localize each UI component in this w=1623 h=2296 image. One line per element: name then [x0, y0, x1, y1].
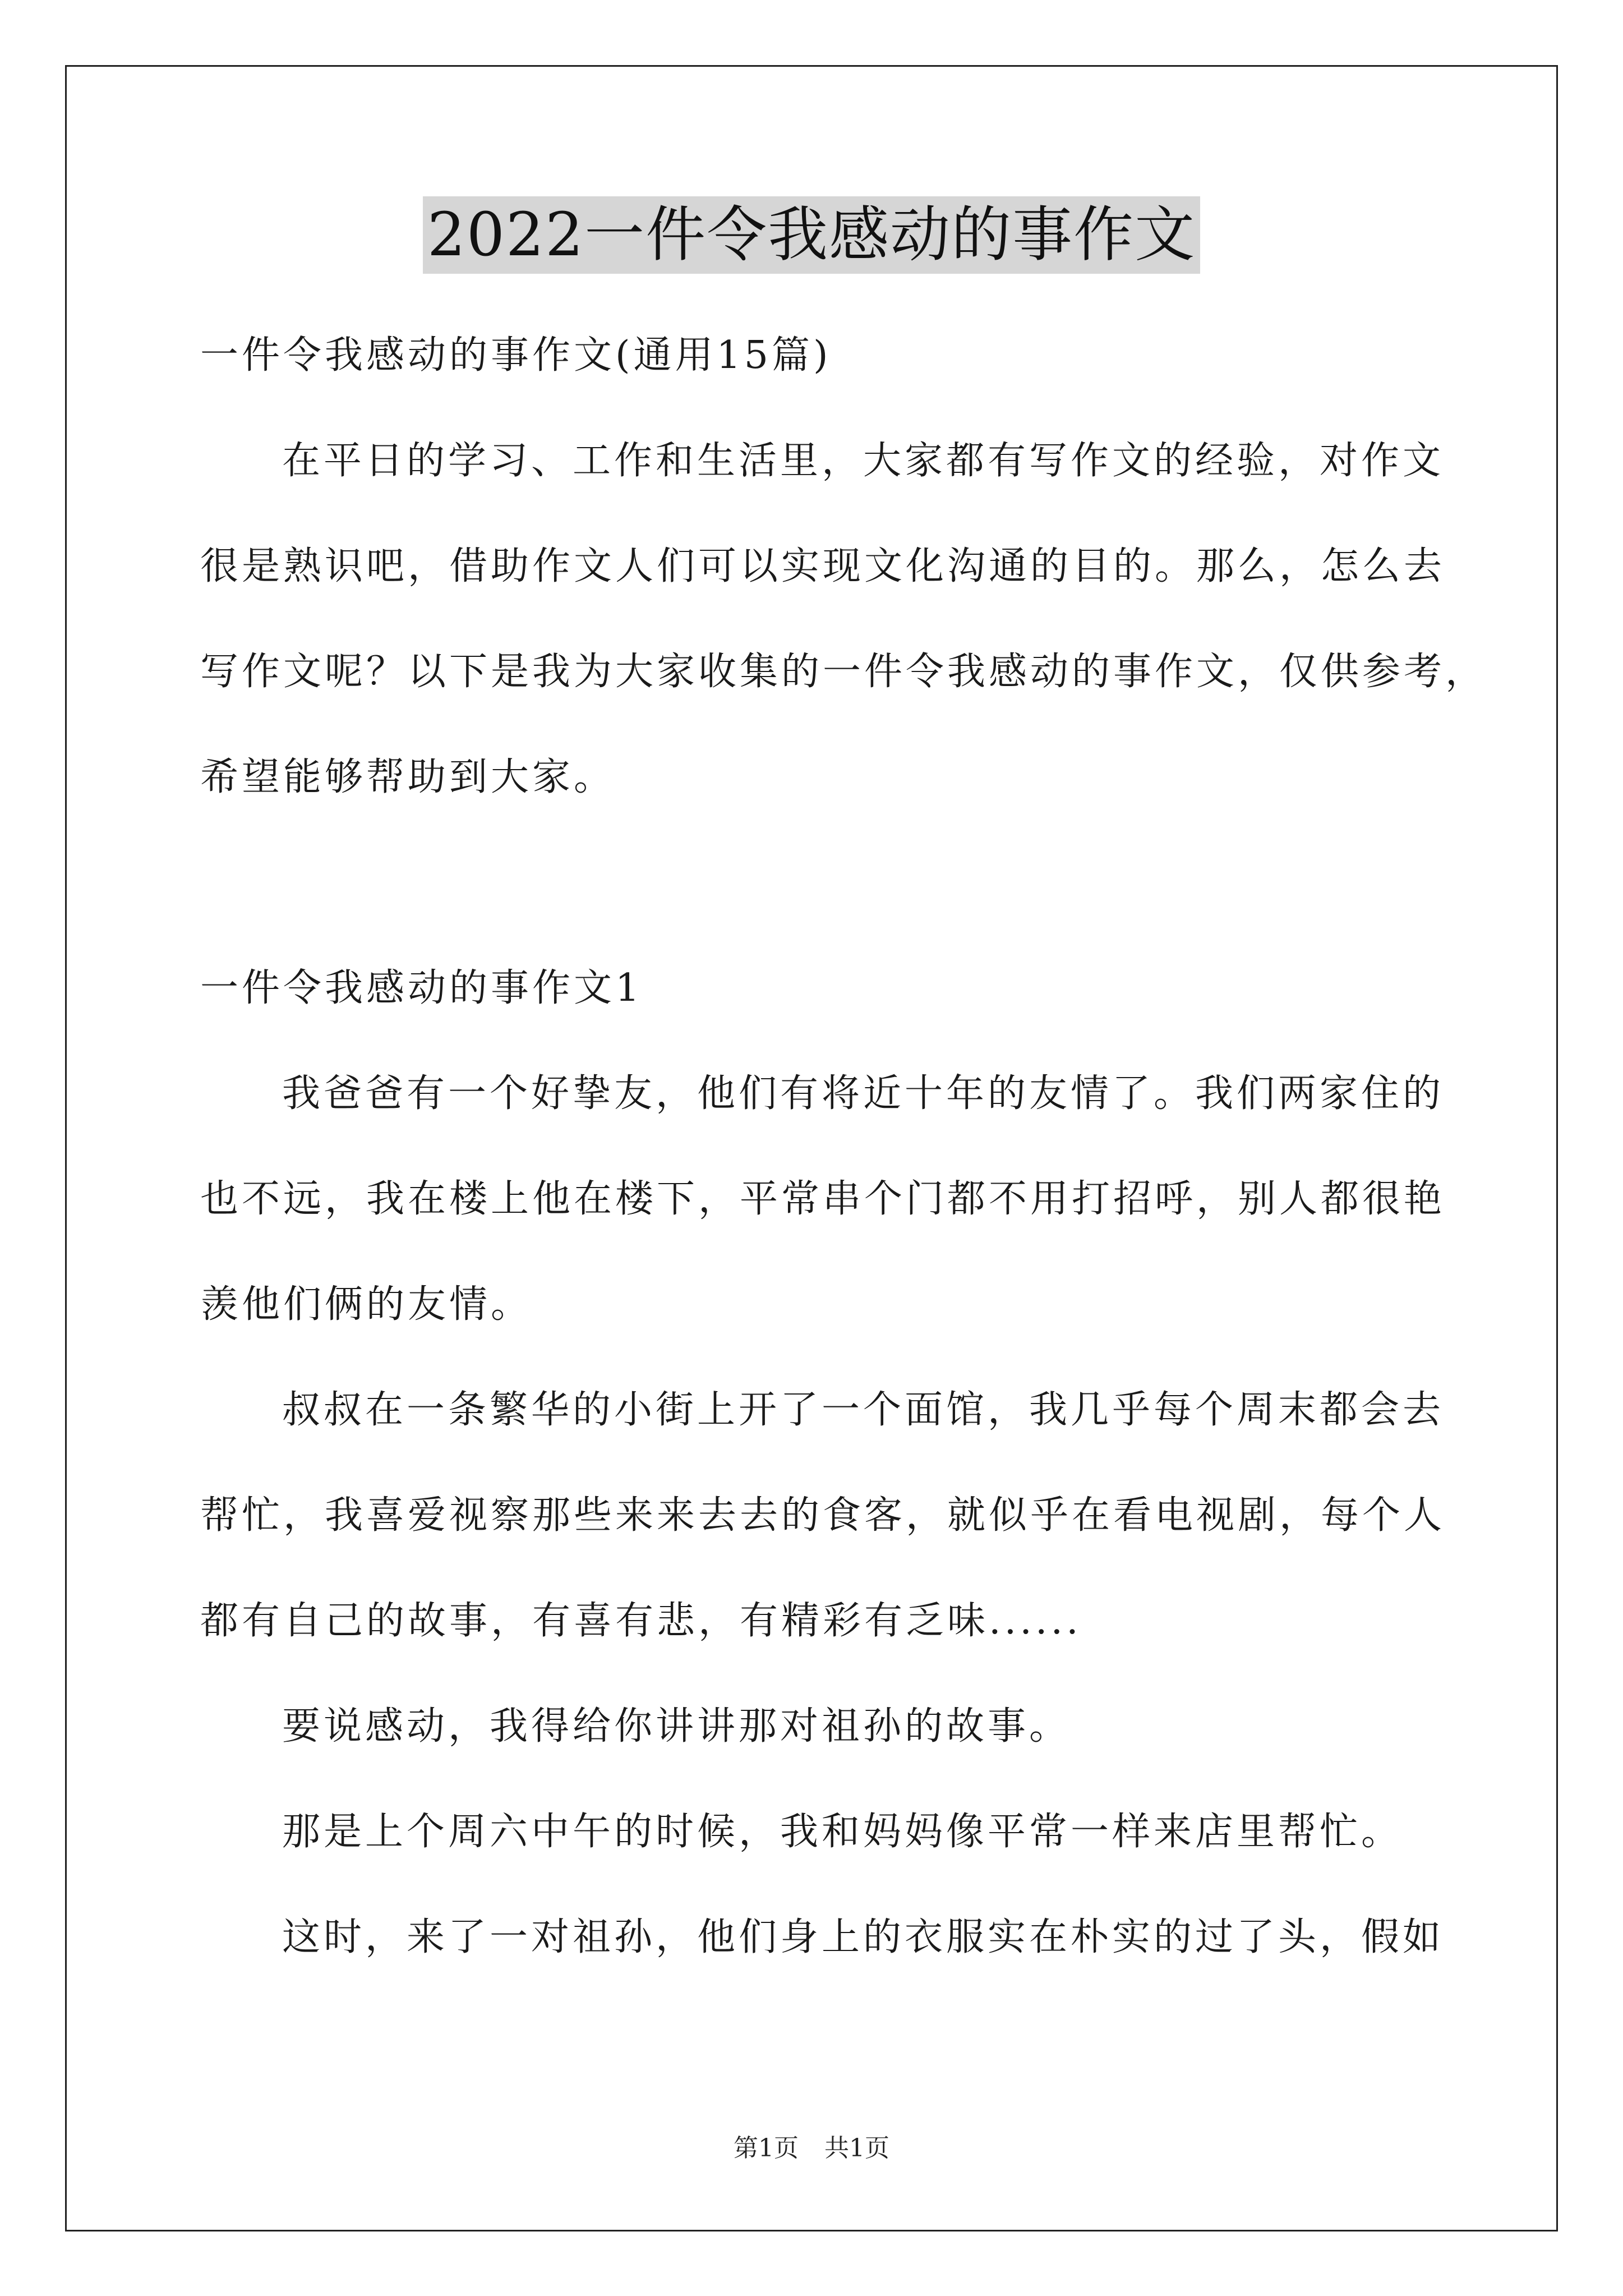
text-line: 要说感动，我得给你讲讲那对祖孙的故事。 — [282, 1704, 1071, 1749]
document-title: 2022一件令我感动的事作文 — [423, 196, 1200, 274]
text-line: 一件令我感动的事作文1 — [200, 966, 643, 1010]
page-total: 共1页 — [824, 2134, 889, 2162]
text-line: 在平日的学习、工作和生活里，大家都有写作文的经验，对作文 — [282, 439, 1445, 483]
blank-line — [200, 830, 1473, 936]
document-body — [200, 303, 1487, 1990]
text-line: 一件令我感动的事作文(通用15篇) — [200, 333, 832, 378]
title-container — [0, 196, 1623, 274]
text-line: 这时，来了一对祖孙，他们身上的衣服实在朴实的过了头，假如 — [282, 1915, 1445, 1959]
page-number: 第1页 — [734, 2134, 799, 2162]
text-line: 希望能够帮助到大家。 — [200, 755, 616, 799]
text-line: 羡他们俩的友情。 — [200, 1282, 533, 1327]
text-line: 很是熟识吧，借助作文人们可以实现文化沟通的目的。那么，怎么去 — [200, 544, 1446, 588]
text-line: 都有自己的故事，有喜有悲，有精彩有乏味...... — [200, 1599, 1082, 1643]
page-footer — [0, 2132, 1623, 2165]
text-line: 也不远，我在楼上他在楼下，平常串个门都不用打招呼，别人都很艳 — [200, 1177, 1446, 1221]
text-line: 帮忙，我喜爱视察那些来来去去的食客，就似乎在看电视剧，每个人 — [200, 1493, 1446, 1538]
text-line: 写作文呢？以下是我为大家收集的一件令我感动的事作文，仅供参考， — [200, 650, 1487, 694]
text-line: 叔叔在一条繁华的小街上开了一个面馆，我几乎每个周末都会去 — [282, 1388, 1445, 1432]
text-line: 我爸爸有一个好挚友，他们有将近十年的友情了。我们两家住的 — [282, 1071, 1445, 1116]
text-line: 那是上个周六中午的时候，我和妈妈像平常一样来店里帮忙。 — [282, 1810, 1403, 1854]
